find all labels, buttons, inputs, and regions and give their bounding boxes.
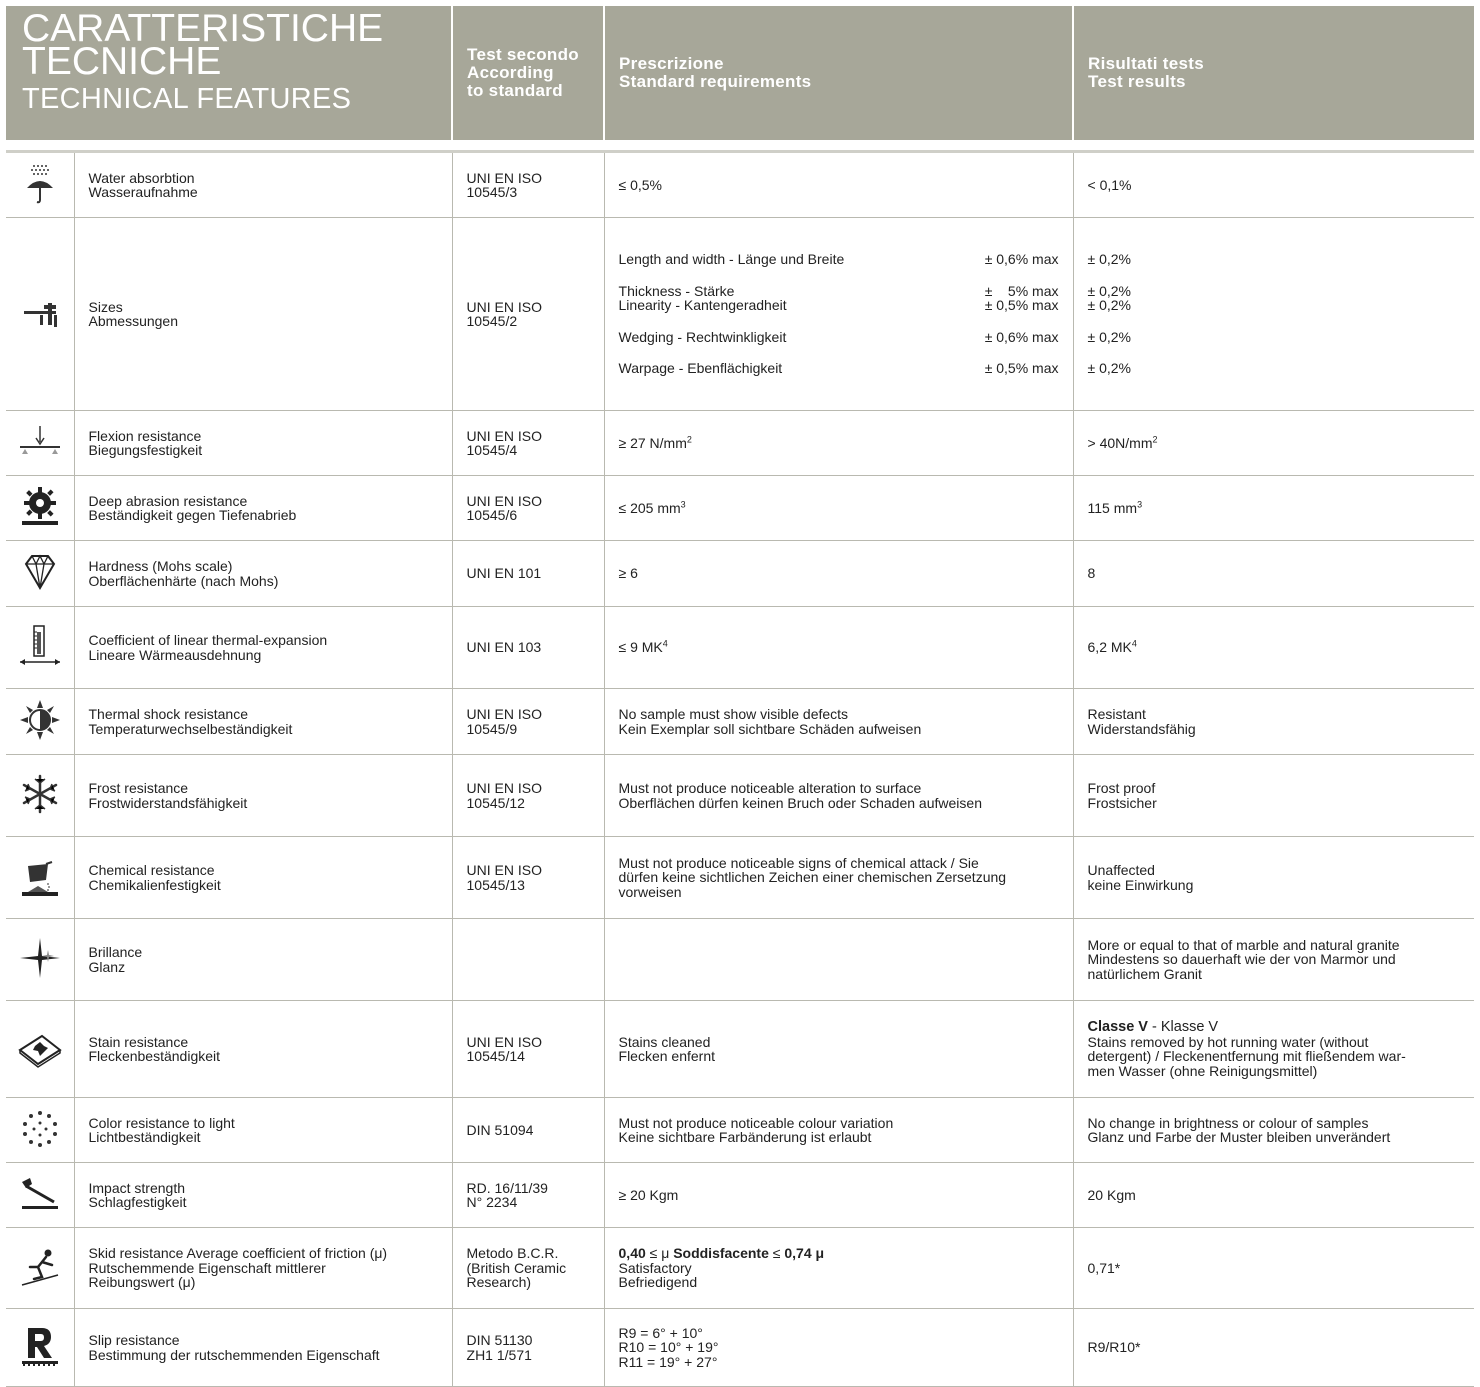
table-row: Skid resistance Average coefficient of friction (μ) Rutschemmende Eigenschaft mittlerer Reibungswert (μ) Metodo B.C.R. (British Ceramic Research) 0,40 ≤ μ Soddisfacente ≤ 0,74 μ Satisfactory Befriedigend 0,71* xyxy=(6,1228,1474,1309)
table-row: Coefficient of linear thermal-expansion Lineare Wärmeausdehnung UNI EN 103 ≤ 9 $MK^4$ 6,2 $MK^4$ xyxy=(6,607,1474,689)
table-row: Chemical resistance Chemikalienfestigkeit UNI EN ISO 10545/13 Must not produce noticeable signs of chemical attack / Sie dürfen keine sichtlichen Zeichen einer chemischen Zersetzung vorweisen Unaffected keine Einwirkung xyxy=(6,837,1474,919)
sparkle-icon xyxy=(18,936,62,980)
table-row: Thermal shock resistance Temperaturwechselbeständigkeit UNI EN ISO 10545/9 No sample must show visible defects Kein Exemplar soll sichtbare Schäden aufweisen Resistant Widerstandsfähig xyxy=(6,689,1474,755)
table-row: Brillance Glanz More or equal to that of marble and natural granite Mindestens so dauerhaft wie der von Marmor und natürlichem Granit xyxy=(6,919,1474,1001)
header-divider xyxy=(6,140,1474,152)
title-english: TECHNICAL FEATURES xyxy=(22,83,352,115)
hammer-impact-icon xyxy=(18,1172,62,1216)
sheet-title xyxy=(6,6,452,140)
header-requirements: Prescrizione Standard requirements xyxy=(604,6,1073,140)
slipping-person-icon xyxy=(18,1245,62,1289)
header-results: Risultati tests Test results xyxy=(1073,6,1474,140)
technical-features-table xyxy=(6,6,1474,1387)
size-item: Warpage - Ebenflächigkeit ± 0,5% max xyxy=(618,360,1059,377)
abrasion-gear-icon xyxy=(18,485,62,529)
size-item: Linearity - Kantengeradheit ± 0,5% max xyxy=(618,297,1059,314)
table-row: Flexion resistance Biegungsfestigkeit UNI EN ISO 10545/4 ≥ 27 $N/mm^2$ > $40N/mm^2$ xyxy=(6,411,1474,476)
table-row: Hardness (Mohs scale) Oberflächenhärte (nach Mohs) UNI EN 101 ≥ 6 8 xyxy=(6,541,1474,607)
title-italian-line1: CARATTERISTICHE xyxy=(22,7,384,50)
light-dots-icon xyxy=(18,1107,62,1151)
size-item: Wedging - Rechtwinkligkeit ± 0,6% max xyxy=(618,328,1059,345)
chemical-pour-icon xyxy=(18,854,62,898)
title-italian-line2: TECNICHE xyxy=(22,40,222,83)
table-row: Stain resistance Fleckenbeständigkeit UNI EN ISO 10545/14 Stains cleaned Flecken enfernt Classe V - Klasse V Stains removed by hot running water (without detergent) / Fleckenentfernung mit fließendem war- men Wasser (ohne Reinigungsmittel) xyxy=(6,1001,1474,1098)
size-item: Length and width - Länge und Breite ± 0,6% max xyxy=(618,251,1059,268)
table-row: Color resistance to light Lichtbeständigkeit DIN 51094 Must not produce noticeable colour variation Keine sichtbare Farbänderung ist erlaubt No change in brightness or colour of samples Glanz und Farbe der Muster bleiben unverändert xyxy=(6,1098,1474,1163)
header-standard: Test secondo According to standard xyxy=(452,6,604,140)
table-row: Frost resistance Frostwiderstandsfähigkeit UNI EN ISO 10545/12 Must not produce noticeable alteration to surface Oberflächen dürfen keinen Bruch oder Schaden aufweisen Frost proof Frostsicher xyxy=(6,755,1474,837)
table-header xyxy=(6,6,1474,140)
flexion-icon xyxy=(18,420,62,464)
sizes-requirements xyxy=(604,218,1073,411)
thermometer-icon xyxy=(18,624,62,668)
table-row: Deep abrasion resistance Beständigkeit gegen Tiefenabrieb UNI EN ISO 10545/6 ≤ 205 $mm^3$ 115 $mm^3$ xyxy=(6,476,1474,541)
diamond-icon xyxy=(18,550,62,594)
caliper-icon xyxy=(18,291,62,335)
stain-tile-icon xyxy=(18,1026,62,1070)
table-row: Sizes Abmessungen UNI EN ISO 10545/2 Length and width - Länge und Breite ± 0,6% max Thickness - Stärke ± 5% max Linearity - Kantengeradheit ± 0,5% max Wedging - Rechtwinkligkeit ± 0,6% max Warpage - Ebenflächigkeit ± 0,5% max ± 0,2% ± 0,2% ± 0,2% ± 0,2% ± 0,2% xyxy=(6,218,1474,411)
sun-snow-icon xyxy=(18,698,62,742)
table-row: Water absorbtion Wasseraufnahme UNI EN ISO 10545/3 ≤ 0,5% < 0,1% xyxy=(6,152,1474,218)
table-row: Impact strength Schlagfestigkeit RD. 16/11/39 N° 2234 ≥ 20 Kgm 20 Kgm xyxy=(6,1163,1474,1228)
table-row: Slip resistance Bestimmung der rutschemmenden Eigenschaft DIN 51130 ZH1 1/571 R9 = 6° + 10° R10 = 10° + 19° R11 = 19° + 27° R9/R10* xyxy=(6,1309,1474,1387)
sizes-results: ± 0,2% ± 0,2% ± 0,2% ± 0,2% ± 0,2% xyxy=(1073,218,1474,411)
water-absorption-icon xyxy=(18,162,62,206)
snowflake-icon xyxy=(18,772,62,816)
r-rating-icon xyxy=(18,1324,62,1368)
size-item: Thickness - Stärke ± 5% max xyxy=(618,282,1059,299)
